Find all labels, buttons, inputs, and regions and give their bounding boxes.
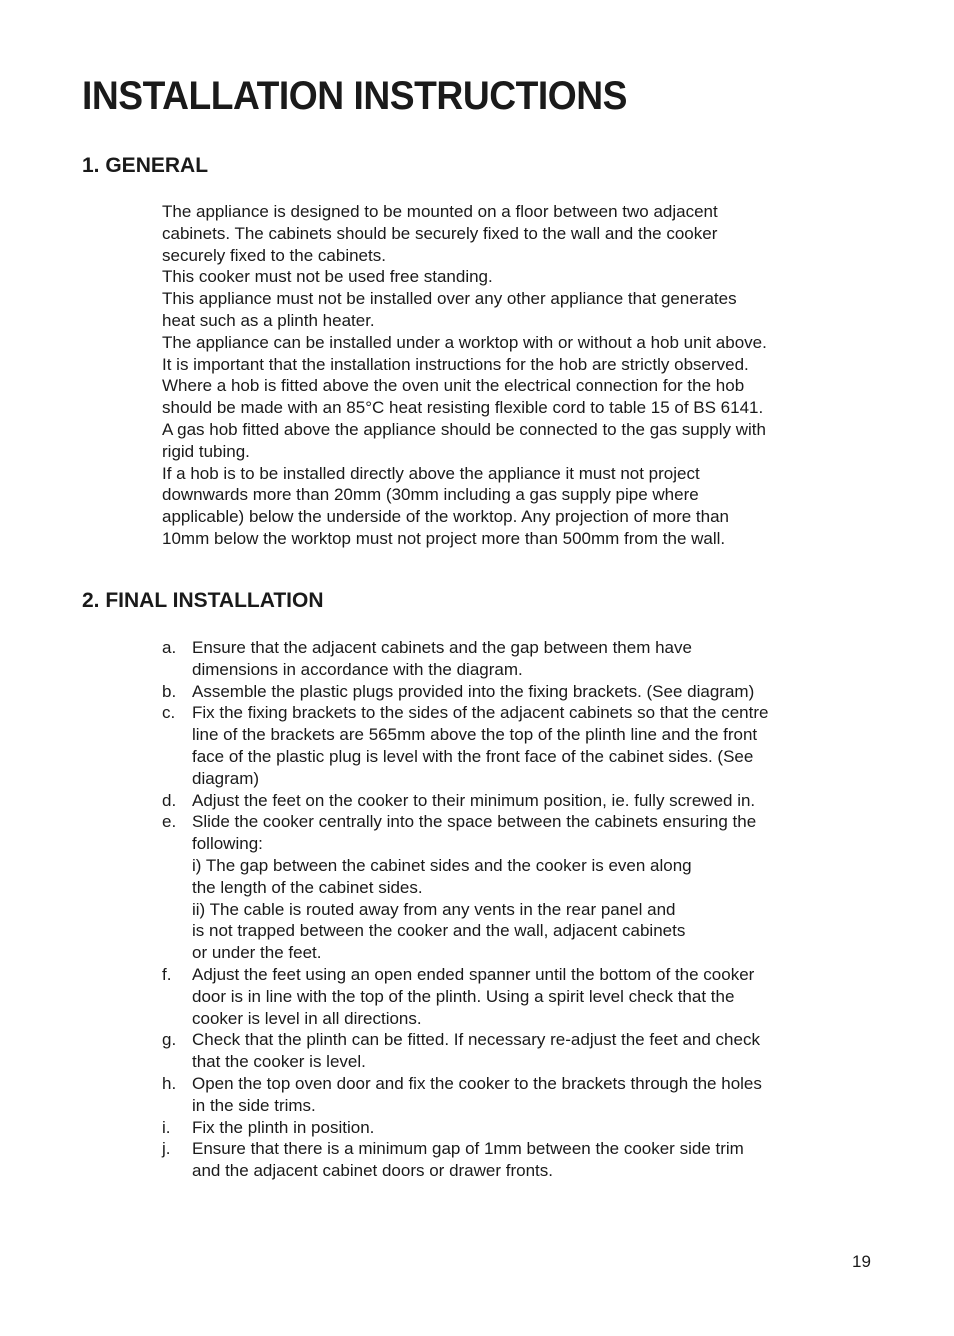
text-line: Adjust the feet using an open ended spanner until the bottom of the cooker [192, 964, 755, 984]
page-title: INSTALLATION INSTRUCTIONS [82, 74, 627, 118]
list-item [162, 1117, 852, 1139]
list-item [162, 1073, 852, 1117]
text-line: ii) The cable is routed away from any vents in the rear panel and [192, 899, 676, 919]
list-item [162, 1029, 852, 1073]
list-item [162, 964, 852, 1029]
text-line: Ensure that there is a minimum gap of 1mm between the cooker side trim [192, 1139, 744, 1159]
text-line: 10mm below the worktop must not project more than 500mm from the wall. [162, 528, 726, 548]
text-line: The appliance can be installed under a worktop with or without a hob unit above. [162, 332, 767, 352]
list-item-text [192, 1138, 852, 1182]
text-line: is not trapped between the cooker and the wall, adjacent cabinets [192, 921, 686, 941]
text-line: It is important that the installation instructions for the hob are strictly observed. [162, 354, 749, 374]
text-line: Fix the fixing brackets to the sides of the adjacent cabinets so that the centre [192, 703, 769, 723]
text-line: Slide the cooker centrally into the space between the cabinets ensuring the [192, 812, 757, 832]
text-line: cooker is level in all directions. [192, 1008, 422, 1028]
list-item-letter: a. [162, 638, 177, 657]
text-line: i) The gap between the cabinet sides and the cooker is even along [192, 855, 692, 875]
list-item-text [192, 964, 852, 1029]
text-line: Ensure that the adjacent cabinets and the gap between them have [192, 638, 692, 657]
section-heading-general: 1. GENERAL [82, 154, 209, 177]
list-item-letter: i. [162, 1117, 171, 1137]
text-line: following: [192, 834, 263, 854]
text-line: This appliance must not be installed over any other appliance that generates [162, 289, 737, 309]
list-item-letter: c. [162, 703, 176, 723]
text-line: Assemble the plastic plugs provided into the fixing brackets. (See diagram) [192, 681, 755, 701]
list-item-text [192, 790, 852, 812]
text-line: the length of the cabinet sides. [192, 877, 423, 897]
text-line: Open the top oven door and fix the cooker to the brackets through the holes [192, 1073, 762, 1093]
text-line: rigid tubing. [162, 441, 250, 461]
list-item-letter: g. [162, 1030, 177, 1050]
text-line: should be made with an 85°C heat resisting flexible cord to table 15 of BS 6141. [162, 398, 764, 418]
list-item [162, 637, 852, 681]
list-item [162, 811, 852, 964]
text-line: downwards more than 20mm (30mm including a gas supply pipe where [162, 485, 699, 505]
text-line: line of the brackets are 565mm above the top of the plinth line and the front [192, 725, 758, 745]
text-line: in the side trims. [192, 1095, 316, 1115]
text-line: applicable) below the underside of the worktop. Any projection of more than [162, 507, 730, 527]
section-heading-final-installation: 2. FINAL INSTALLATION [82, 589, 324, 612]
text-line: door is in line with the top of the plinth. Using a spirit level check that the [192, 986, 735, 1006]
text-line: heat such as a plinth heater. [162, 310, 375, 330]
text-line: or under the feet. [192, 943, 322, 963]
list-item-text [192, 702, 852, 789]
text-line: diagram) [192, 768, 260, 788]
list-item-letter: d. [162, 790, 177, 810]
list-item-text [192, 1117, 852, 1139]
text-line: securely fixed to the cabinets. [162, 245, 386, 265]
text-line: A gas hob fitted above the appliance should be connected to the gas supply with [162, 419, 766, 439]
text-line: face of the plastic plug is level with the front face of the cabinet sides. (See [192, 746, 754, 766]
list-item-text [192, 637, 852, 681]
list-item-letter: h. [162, 1073, 177, 1093]
general-paragraph [162, 201, 842, 550]
page-number: 19 [852, 1252, 871, 1271]
list-item-text [192, 681, 852, 703]
list-item-text [192, 1029, 852, 1073]
text-line: This cooker must not be used free standing. [162, 267, 493, 287]
list-item [162, 790, 852, 812]
list-item-text [192, 811, 852, 964]
list-item [162, 702, 852, 789]
list-item-letter: f. [162, 964, 172, 984]
text-line: The appliance is designed to be mounted on a floor between two adjacent [162, 202, 718, 221]
text-line: dimensions in accordance with the diagram. [192, 659, 523, 679]
list-item-letter: j. [162, 1139, 171, 1159]
list-item-letter: e. [162, 812, 177, 832]
text-line: Adjust the feet on the cooker to their minimum position, ie. fully screwed in. [192, 790, 756, 810]
text-line: cabinets. The cabinets should be securely fixed to the wall and the cooker [162, 223, 718, 243]
text-line: Where a hob is fitted above the oven unit the electrical connection for the hob [162, 376, 745, 396]
list-item-letter: b. [162, 681, 177, 701]
text-line: If a hob is to be installed directly above the appliance it must not project [162, 463, 700, 483]
text-line: Check that the plinth can be fitted. If necessary re-adjust the feet and check [192, 1030, 760, 1050]
text-line: Fix the plinth in position. [192, 1117, 375, 1137]
text-line: and the adjacent cabinet doors or drawer fronts. [192, 1161, 553, 1181]
installation-steps-list [162, 637, 852, 1182]
list-item [162, 1138, 852, 1182]
text-line: that the cooker is level. [192, 1052, 366, 1072]
list-item [162, 681, 852, 703]
list-item-text [192, 1073, 852, 1117]
